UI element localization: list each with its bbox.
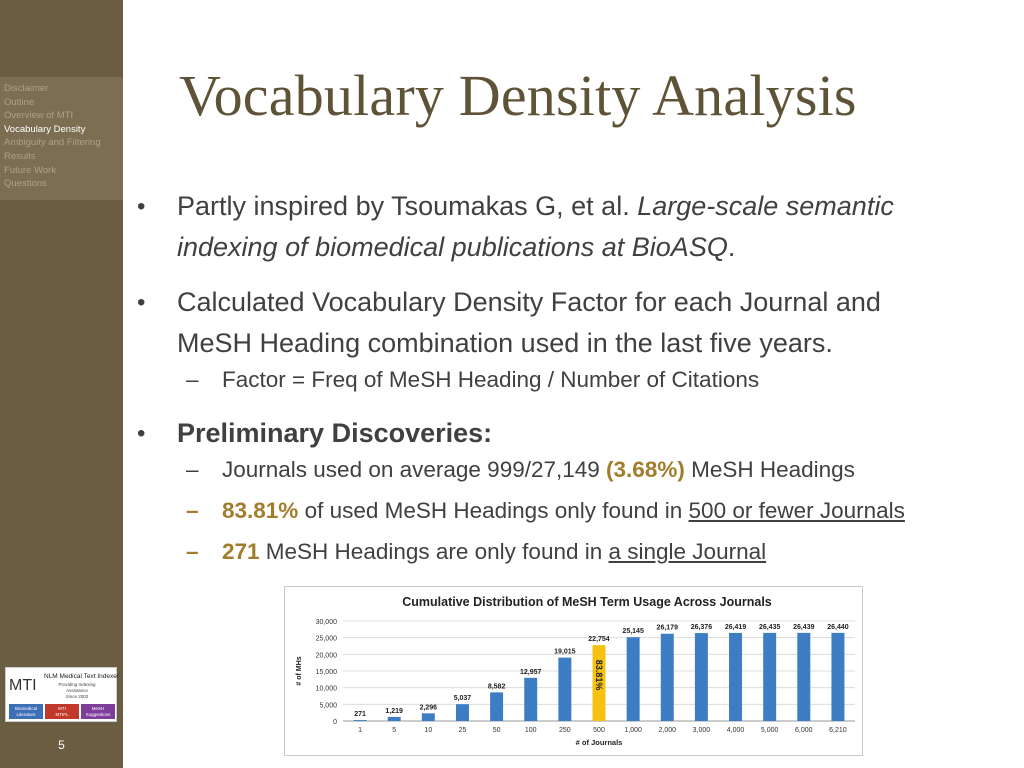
slide-title: Vocabulary Density Analysis xyxy=(179,63,857,128)
bar xyxy=(797,633,810,721)
bullet-density-factor xyxy=(137,282,1007,364)
data-label: 1,219 xyxy=(385,707,403,715)
x-tick-label: 6,210 xyxy=(829,727,847,734)
data-label: 26,376 xyxy=(690,624,713,632)
y-tick-label: 15,000 xyxy=(315,669,337,676)
data-label: 12,957 xyxy=(520,668,542,676)
bar xyxy=(456,704,469,721)
x-tick-label: 1,000 xyxy=(624,727,642,734)
dash-icon: – xyxy=(186,367,199,392)
x-tick-label: 5,000 xyxy=(760,727,779,734)
chevron-1-line-a: Biomedical xyxy=(14,706,37,711)
chevron-3-line-a: MeSH xyxy=(91,706,105,711)
logo-acronym: MTI xyxy=(9,677,37,694)
y-tick-label: 30,000 xyxy=(315,619,337,626)
data-label: 5,037 xyxy=(453,695,472,703)
nav-item-vocabulary-density[interactable]: Vocabulary Density xyxy=(4,123,86,135)
data-label: 26,179 xyxy=(656,624,678,632)
data-label: 2,296 xyxy=(419,704,438,712)
bar xyxy=(490,692,503,721)
data-label: 19,015 xyxy=(554,648,576,656)
bar xyxy=(661,634,674,721)
bullet-3-heading: Preliminary Discoveries: xyxy=(177,418,493,448)
sidebar xyxy=(0,0,123,768)
dash-icon: – xyxy=(186,457,199,482)
cumulative-distribution-chart xyxy=(285,587,862,755)
bullet-1-citation-b: indexing of biomedical publications at BioASQ xyxy=(177,232,728,262)
y-tick-label: 25,000 xyxy=(315,635,337,643)
nav-item-outline[interactable]: Outline xyxy=(4,96,35,108)
nav-item-questions[interactable]: Questions xyxy=(4,178,47,190)
y-tick-label: 10,000 xyxy=(315,685,337,693)
x-tick-label: 4,000 xyxy=(726,727,745,734)
logo-subtitle xyxy=(52,682,102,700)
logo-subtitle-line-2: Since 2002 xyxy=(65,694,89,699)
sub-bullet-factor xyxy=(186,365,760,395)
y-tick-label: 0 xyxy=(333,719,337,726)
data-label: 26,419 xyxy=(724,623,747,631)
bar xyxy=(524,678,537,721)
bar xyxy=(763,633,776,721)
chevron-3-line-b: Suggestions xyxy=(85,711,111,717)
chevron-1-line-b: Literature xyxy=(16,711,36,717)
nav-item-ambiguity-and-filtering[interactable]: Ambiguity and Filtering xyxy=(4,137,101,149)
chart-container xyxy=(284,586,863,756)
500-journals-link: 500 or fewer Journals xyxy=(688,498,905,523)
bullet-dot-icon: • xyxy=(137,289,146,316)
data-label: 26,435 xyxy=(758,623,781,631)
bullet-2-line-1: Calculated Vocabulary Density Factor for each Journal and xyxy=(177,287,881,317)
logo-chevron-suggestions xyxy=(81,704,115,719)
y-axis-label: # of MHs xyxy=(296,656,303,686)
nav-item-future-work[interactable]: Future Work xyxy=(4,164,57,176)
single-journal-link: a single Journal xyxy=(608,539,767,564)
logo-title: NLM Medical Text Indexer xyxy=(44,673,120,680)
average-percent: (3.68%) xyxy=(606,457,685,482)
logo-chevron-mti xyxy=(45,704,79,719)
sub-bullet-500-journals xyxy=(186,496,905,526)
chart-title: Cumulative Distribution of MeSH Term Usage Across Journals xyxy=(402,595,772,609)
x-tick-label: 50 xyxy=(492,727,501,734)
count-highlight: 271 xyxy=(222,539,260,564)
x-tick-label: 25 xyxy=(458,727,467,734)
page-number: 5 xyxy=(58,738,65,752)
logo-subtitle-line-1: Providing Indexing Assistance xyxy=(58,682,96,693)
dash-icon: – xyxy=(186,498,199,523)
bar xyxy=(354,720,367,721)
section-nav xyxy=(0,77,123,200)
bar xyxy=(627,637,640,721)
average-text-b: MeSH Headings xyxy=(684,457,855,482)
bullet-1-end: . xyxy=(727,232,736,262)
bar xyxy=(558,658,571,721)
percent-highlight: 83.81% xyxy=(222,498,299,523)
nav-item-overview-of-mti[interactable]: Overview of MTI xyxy=(4,110,74,122)
highlight-annotation: 83.81% xyxy=(594,659,604,691)
y-tick-label: 20,000 xyxy=(315,652,337,660)
nav-item-results[interactable]: Results xyxy=(4,150,36,162)
x-tick-label: 100 xyxy=(524,727,537,734)
x-tick-label: 6,000 xyxy=(795,727,813,734)
chevron-2-line-b: MTIFL xyxy=(55,711,69,717)
bar xyxy=(695,633,708,721)
x-tick-label: 1 xyxy=(358,727,363,734)
bullet-1-text: Partly inspired by Tsoumakas G, et al. xyxy=(177,191,638,221)
data-label: 26,439 xyxy=(793,623,815,631)
x-tick-label: 3,000 xyxy=(692,727,711,734)
bullet-discoveries xyxy=(137,413,1007,454)
data-label: 22,754 xyxy=(588,636,610,644)
500-text: of used MeSH Headings only found in xyxy=(298,498,689,523)
bar xyxy=(422,713,435,721)
bar xyxy=(729,633,742,721)
x-axis-label: # of Journals xyxy=(575,738,623,747)
data-label: 26,440 xyxy=(827,623,849,631)
data-label: 8,582 xyxy=(487,683,506,691)
x-tick-label: 250 xyxy=(559,727,571,734)
bullet-1-citation-a: Large-scale semantic xyxy=(637,191,894,221)
bullet-inspiration xyxy=(137,186,1007,268)
nav-item-disclaimer[interactable]: Disclaimer xyxy=(4,83,49,94)
x-tick-label: 5 xyxy=(392,727,397,734)
sub-bullet-single-journal xyxy=(186,537,767,567)
bullet-dot-icon: • xyxy=(137,420,146,447)
sub-bullet-factor-text: Factor = Freq of MeSH Heading / Number of Citations xyxy=(222,367,760,392)
mti-logo xyxy=(5,667,120,722)
chevron-2-line-a: MTI xyxy=(58,706,66,711)
data-label: 271 xyxy=(354,711,366,719)
x-tick-label: 2,000 xyxy=(658,727,677,734)
logo-chevron-literature xyxy=(9,704,43,719)
y-tick-label: 5,000 xyxy=(319,702,337,710)
single-text: MeSH Headings are only found in xyxy=(259,539,609,564)
bar xyxy=(388,717,401,721)
average-text-a: Journals used on average 999/27,149 xyxy=(222,457,607,482)
data-label: 25,145 xyxy=(622,628,644,636)
bar xyxy=(831,633,844,721)
x-tick-label: 500 xyxy=(593,727,605,734)
sub-bullet-average xyxy=(186,455,855,485)
bullet-dot-icon: • xyxy=(137,193,146,220)
x-tick-label: 10 xyxy=(424,727,433,734)
bullet-2-line-2: MeSH Heading combination used in the last five years. xyxy=(177,328,833,358)
dash-icon: – xyxy=(186,539,199,564)
